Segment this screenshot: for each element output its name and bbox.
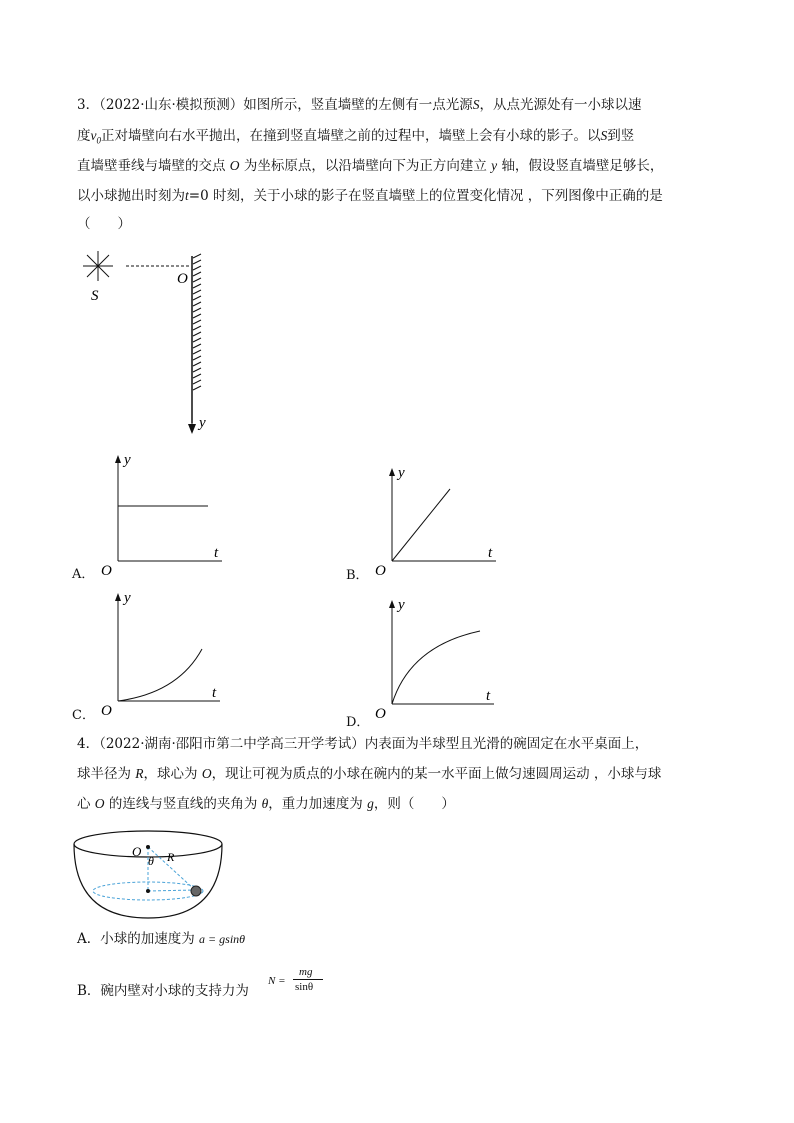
orbit-center-dot xyxy=(146,889,150,893)
q3-answer-blank: （ ） xyxy=(77,216,131,232)
axis-t-label: t xyxy=(212,685,217,701)
option-label: D． xyxy=(346,715,370,730)
graph-svg xyxy=(92,447,262,582)
curve-concave-down xyxy=(392,631,480,704)
origin-label: O xyxy=(101,563,112,579)
origin-label: O xyxy=(375,706,386,722)
y-axis-arrowhead xyxy=(389,468,395,476)
axis-t-label: t xyxy=(486,688,491,704)
graph-svg xyxy=(92,585,262,720)
graph-svg xyxy=(366,462,536,597)
y-axis-arrowhead xyxy=(188,424,196,434)
graph-svg xyxy=(366,592,536,727)
q3-line-1: 3．（2022·山东·模拟预测）如图所示，竖直墙壁的左侧有一点光源S，从点光源处有一小球以速 xyxy=(77,97,642,113)
option-graph-a xyxy=(72,447,252,582)
orbit-radius-line xyxy=(148,890,195,891)
center-dot xyxy=(146,845,150,849)
q3-number: 3． xyxy=(77,97,100,113)
q3-line-4: 以小球抛出时刻为t=0 时刻，关于小球的影子在竖直墙壁上的位置变化情况 ，下列图像中正确的是 xyxy=(77,188,663,204)
q4-option-a: A．小球的加速度为 a = gsinθ xyxy=(77,931,246,947)
q4-source: （2022·湖南·邵阳市第二中学高三开学考试） xyxy=(99,736,365,752)
axis-t-label: t xyxy=(488,545,493,561)
bowl-O-label: O xyxy=(132,844,142,859)
axis-y-label: y xyxy=(398,597,405,613)
q4-line-1: 4．（2022·湖南·邵阳市第二中学高三开学考试）内表面为半球型且光滑的碗固定在水平桌面上， xyxy=(77,736,649,752)
option-graph-b xyxy=(346,462,526,597)
fig-S-label: S xyxy=(91,288,99,304)
q4-option-a-formula: a = gsinθ xyxy=(199,932,246,946)
y-axis-arrowhead xyxy=(389,600,395,608)
q3-wall-figure xyxy=(78,248,228,438)
axis-y-label: y xyxy=(124,452,131,468)
y-axis-arrowhead xyxy=(115,593,121,601)
curve-linear xyxy=(392,489,450,561)
option-graph-d xyxy=(346,592,526,730)
ball xyxy=(191,886,201,896)
axis-y-label: y xyxy=(124,590,131,606)
y-axis-arrowhead xyxy=(115,455,121,463)
q4-option-b: B．碗内壁对小球的支持力为 xyxy=(77,983,249,999)
q4-bowl-figure xyxy=(68,822,228,922)
option-label: C． xyxy=(72,708,95,723)
q4-line-2: 球半径为 R，球心为 O，现让可视为质点的小球在碗内的某一水平面上做匀速圆周运动 ，小球与球 xyxy=(77,766,662,782)
bowl-R-label: R xyxy=(167,850,175,864)
q3-line-2: 度$v_0$正对墙壁向右水平抛出，在撞到竖直墙壁之前的过程中，墙壁上会有小球的影子。以S到竖 xyxy=(77,128,635,146)
curve-concave-up xyxy=(118,649,202,701)
option-label: B． xyxy=(346,568,369,583)
origin-label: O xyxy=(375,563,386,579)
q4-line-3: 心 O 的连线与竖直线的夹角为 θ，重力加速度为 g，则（ ） xyxy=(77,796,455,812)
wall-hatching xyxy=(193,254,201,390)
fig-y-label: y xyxy=(199,415,206,431)
option-label: A． xyxy=(72,567,95,582)
q4-number: 4． xyxy=(77,736,100,752)
light-source-icon xyxy=(83,251,113,281)
q3-line-3: 直墙壁垂线与墙壁的交点 O 为坐标原点，以沿墙壁向下为正方向建立 y 轴，假设竖直墙壁足够长， xyxy=(77,158,664,174)
origin-label: O xyxy=(101,703,112,719)
fig-O-label: O xyxy=(177,271,188,287)
axis-t-label: t xyxy=(214,545,219,561)
option-graph-c xyxy=(72,585,252,723)
q3-source: （2022·山东·模拟预测） xyxy=(99,97,244,113)
axis-y-label: y xyxy=(398,465,405,481)
bowl-theta-label: θ xyxy=(148,854,154,868)
